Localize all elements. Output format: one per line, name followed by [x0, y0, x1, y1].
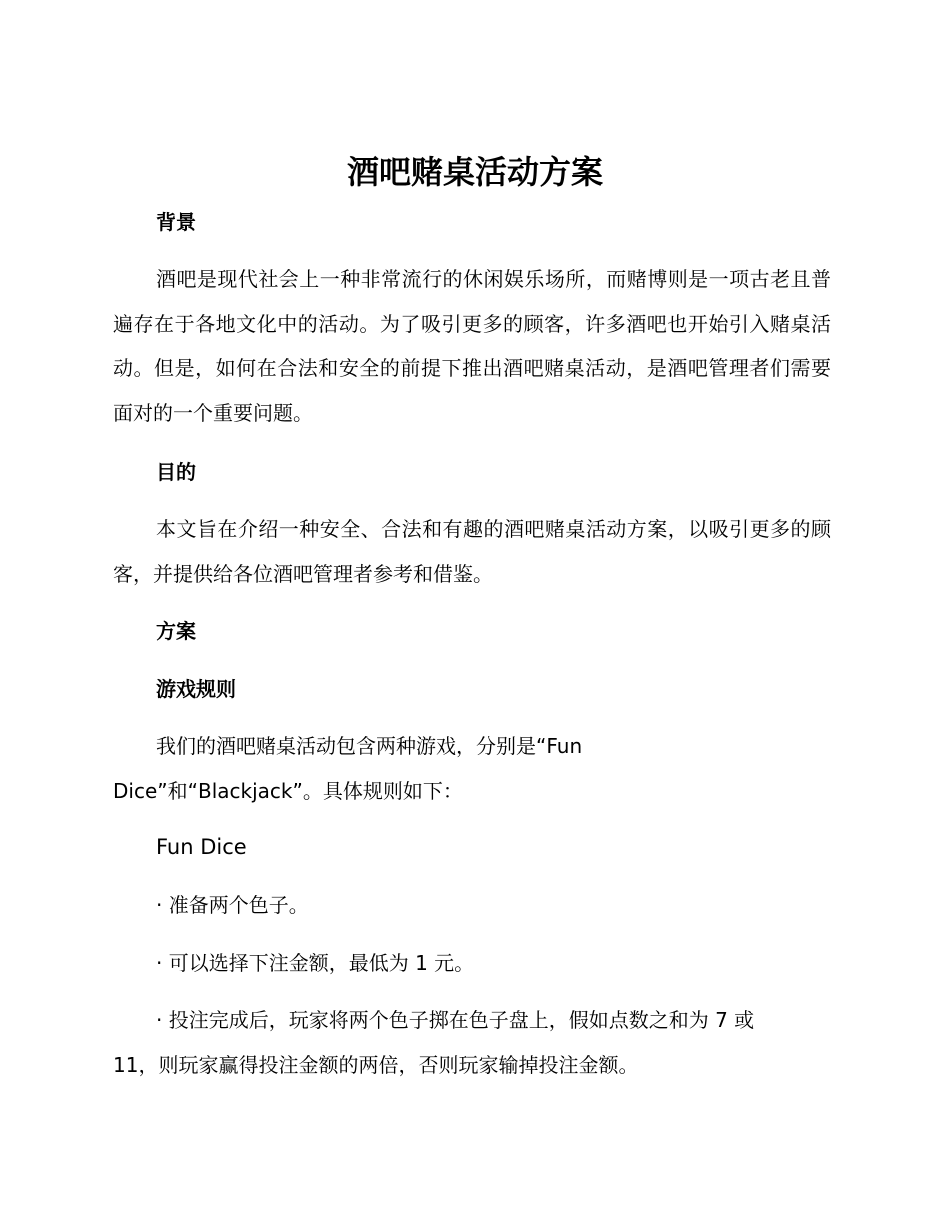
subheading-fun-dice: Fun Dice [156, 835, 247, 859]
bullet-item: · 准备两个色子。 [156, 893, 309, 917]
game-rules-line-2: Dice”和“Blackjack”。具体规则如下： [113, 778, 463, 803]
section-heading-plan: 方案 [156, 619, 196, 643]
paragraph-background: 酒吧是现代社会上一种非常流行的休闲娱乐场所，而赌博则是一项古老且普遍存在于各地文化中的活动。为了吸引更多的顾客，许多酒吧也开始引入赌桌活动。但是，如何在合法和安全的前提下推出酒吧赌桌活动，是酒吧管理者们需要面对的一个重要问题。 [113, 267, 831, 425]
section-heading-game-rules: 游戏规则 [156, 677, 236, 701]
game-rules-line-1: 我们的酒吧赌桌活动包含两种游戏，分别是“Fun [156, 734, 583, 758]
section-heading-purpose: 目的 [156, 460, 196, 484]
bullet-item: · 可以选择下注金额，最低为 1 元。 [156, 951, 475, 975]
page-title: 酒吧赌桌活动方案 [346, 153, 603, 191]
paragraph-purpose: 本文旨在介绍一种安全、合法和有趣的酒吧赌桌活动方案，以吸引更多的顾客，并提供给各位酒吧管理者参考和借鉴。 [113, 517, 831, 586]
paragraph-game-rules [113, 724, 831, 813]
section-heading-background: 背景 [156, 210, 196, 234]
bullet-item: · 投注完成后，玩家将两个色子掷在色子盘上，假如点数之和为 7 或 11，则玩家赢得投注金额的两倍，否则玩家输掉投注金额。 [113, 1008, 755, 1077]
